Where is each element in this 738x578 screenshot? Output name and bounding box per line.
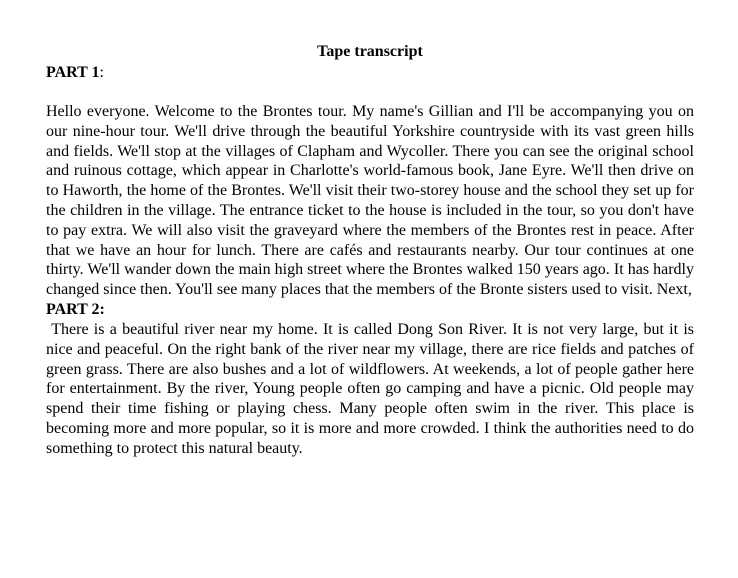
transcript-page: [46, 41, 694, 459]
part1-heading-colon: :: [99, 64, 104, 81]
part1-heading: [46, 63, 694, 83]
part1-heading-label: PART 1: [46, 64, 100, 81]
part2-heading-label: PART 2:: [46, 300, 105, 318]
part2-heading: [46, 300, 694, 320]
part1-paragraph: Hello everyone. Welcome to the Brontes tour. My name's Gillian and I'll be accompanying you on our nine-hour tour. We'll drive through the beautiful Yorkshire countryside with its vast green hills and fields. We'll stop at the villages of Clapham and Wycoller. There you can see the original school and ruinous cottage, which appear in Charlotte's world-famous book, Jane Eyre. We'll then drive on to Haworth, the home of the Brontes. We'll visit their two-storey house and the school they set up for the children in the village. The entrance ticket to the house is included in the tour, so you don't have to pay extra. We will also visit the graveyard where the members of the Brontes rest in peace. After that we have an hour for lunch. There are cafés and restaurants nearby. Our tour continues at one thirty. We'll wander down the main high street where the Brontes walked 150 years ago. It has hardly changed since then. You'll see many places that the members of the Bronte sisters used to visit. Next,: [46, 103, 694, 299]
document-title: Tape transcript: [317, 43, 423, 60]
part2-paragraph: There is a beautiful river near my home. It is called Dong Son River. It is not very large, but it is nice and peaceful. On the right bank of the river near my village, there are rice fields and patches of green grass. There are also bushes and a lot of wildflowers. At weekends, a lot of people gather here for entertainment. By the river, Young people often go camping and have a picnic. Old people may spend their time fishing or playing chess. Many people often swim in the river. This place is becoming more and more popular, so it is more and more crowded. I think the authorities need to do something to protect this natural beauty.: [46, 320, 694, 457]
